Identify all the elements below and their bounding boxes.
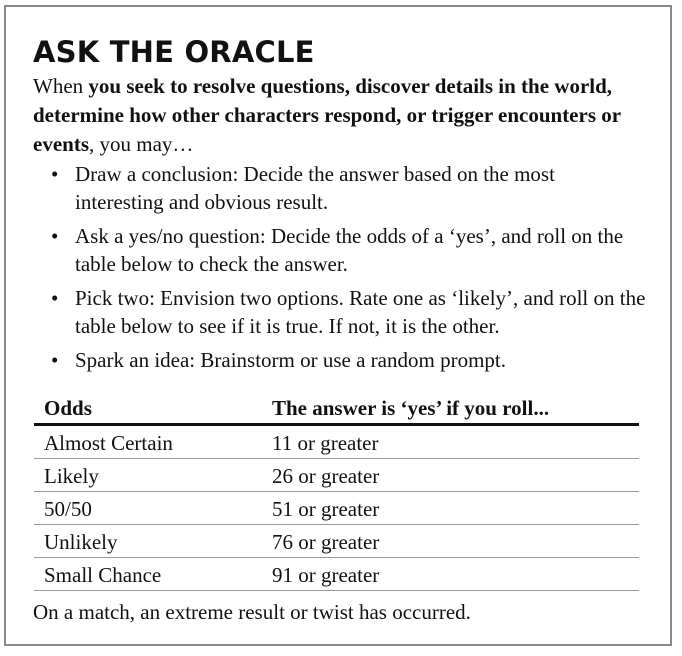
option-text: Pick two: Envision two options. Rate one as ‘likely’, and roll on the table below to see if it is true. If not, it is the other. (75, 286, 646, 338)
intro-lead: When (33, 74, 89, 98)
bullet-icon: • (51, 162, 59, 186)
column-header-roll: The answer is ‘yes’ if you roll... (262, 393, 639, 425)
odds-cell: Small Chance (34, 558, 262, 591)
match-note: On a match, an extreme result or twist has occurred. (33, 600, 471, 624)
intro-tail: , you may… (89, 132, 194, 156)
odds-table (34, 393, 639, 591)
column-header-odds: Odds (34, 393, 262, 425)
bullet-icon: • (51, 286, 59, 310)
roll-cell: 26 or greater (262, 459, 639, 492)
list-item (33, 160, 648, 216)
roll-cell: 51 or greater (262, 492, 639, 525)
intro-paragraph (33, 72, 648, 159)
table-row (34, 459, 639, 492)
bullet-icon: • (51, 224, 59, 248)
list-item (33, 222, 648, 278)
odds-cell: 50/50 (34, 492, 262, 525)
table-row (34, 525, 639, 558)
table-header-row (34, 393, 639, 425)
option-text: Spark an idea: Brainstorm or use a random prompt. (75, 348, 506, 372)
roll-cell: 11 or greater (262, 425, 639, 459)
option-text: Ask a yes/no question: Decide the odds of a ‘yes’, and roll on the table below to check the answer. (75, 224, 624, 276)
panel-title: ASK THE ORACLE (33, 35, 315, 69)
roll-cell: 91 or greater (262, 558, 639, 591)
table-row (34, 558, 639, 591)
table-row (34, 492, 639, 525)
intro-bold-text: you seek to resolve questions, discover details in the world, determine how other characters respond, or trigger encounters or events (33, 74, 621, 156)
odds-cell: Likely (34, 459, 262, 492)
option-text: Draw a conclusion: Decide the answer based on the most interesting and obvious result. (75, 162, 555, 214)
table-row (34, 425, 639, 459)
list-item (33, 346, 648, 374)
odds-cell: Unlikely (34, 525, 262, 558)
bullet-icon: • (51, 348, 59, 372)
odds-cell: Almost Certain (34, 425, 262, 459)
list-item (33, 284, 648, 340)
options-list (33, 160, 648, 380)
roll-cell: 76 or greater (262, 525, 639, 558)
